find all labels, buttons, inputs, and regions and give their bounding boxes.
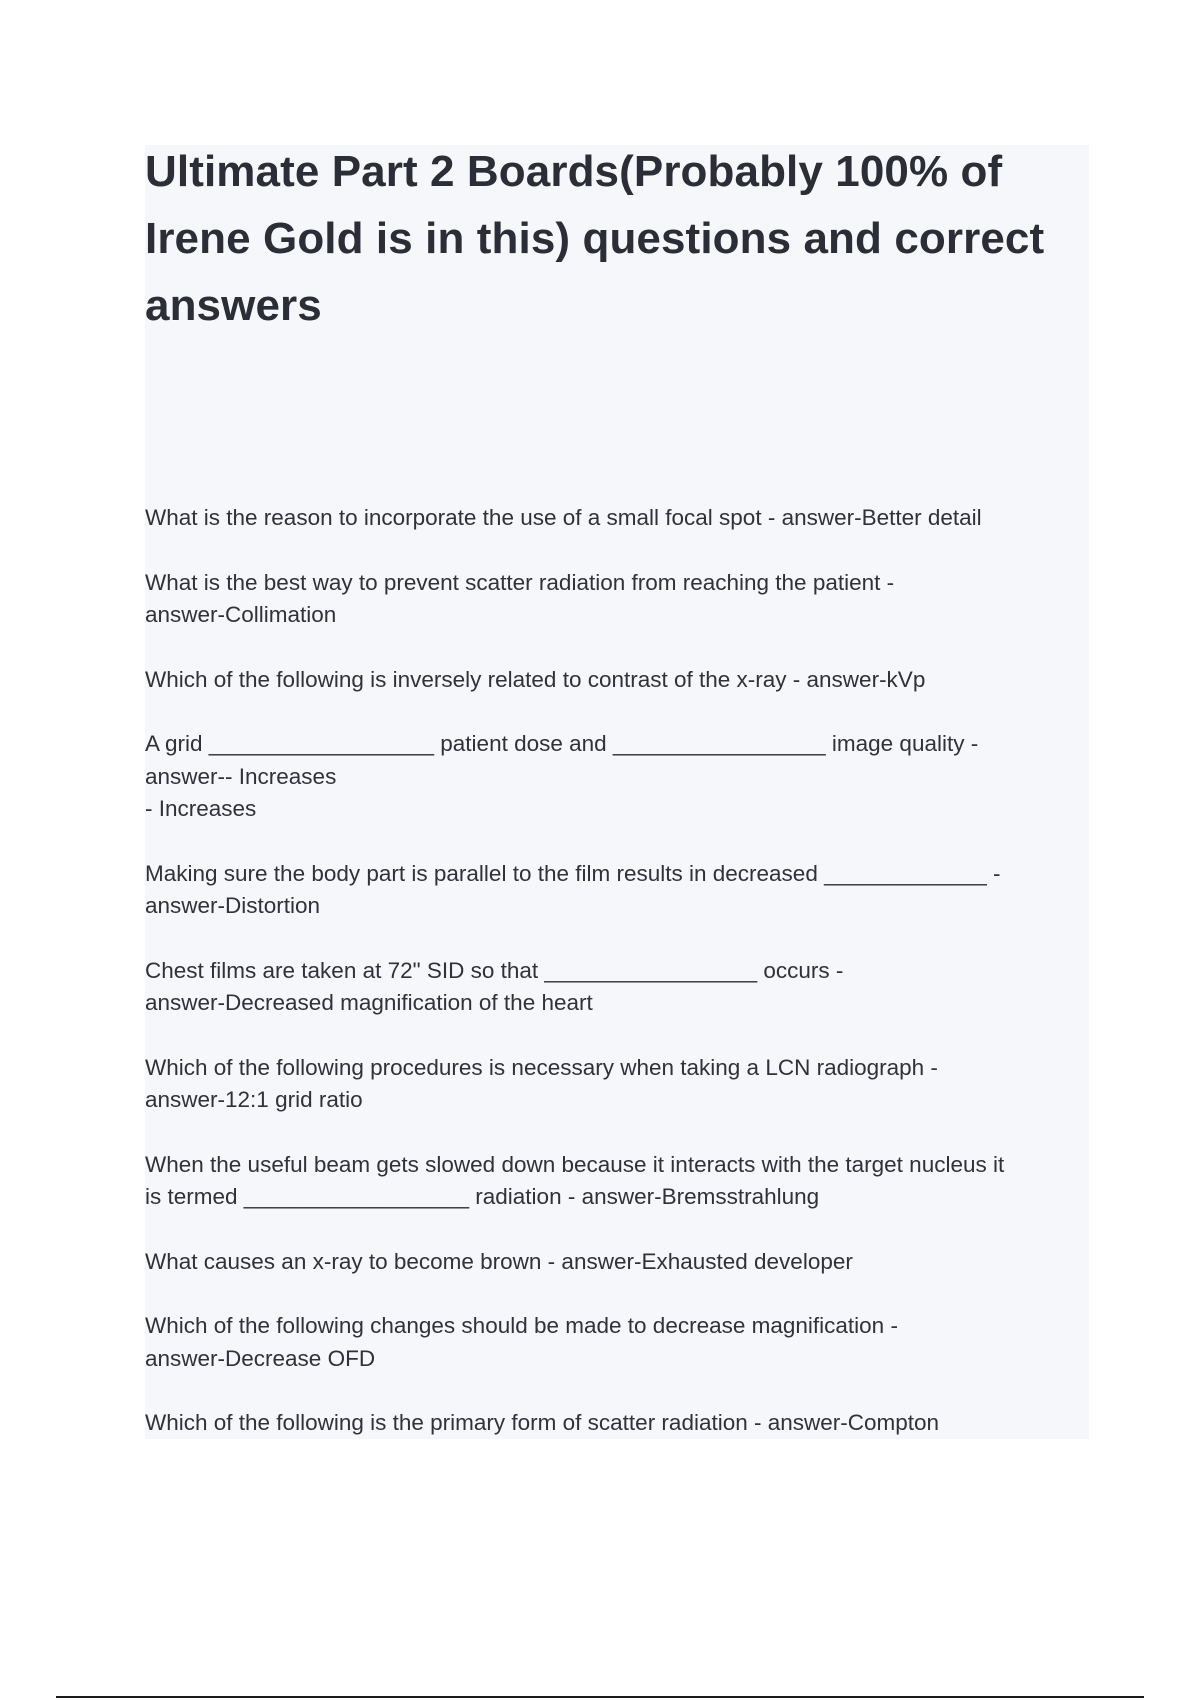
qa-item-6: Chest films are taken at 72" SID so that _________________ occurs - answer-Decreased magnification of the heart xyxy=(145,957,844,1015)
qa-item-8: When the useful beam gets slowed down because it interacts with the target nucleus it is termed __________________ radiation - answer-Bremsstrahlung xyxy=(145,1151,1005,1209)
qa-item-3: Which of the following is inversely related to contrast of the x-ray - answer-kVp xyxy=(145,666,926,692)
document-title: Ultimate Part 2 Boards(Probably 100% of Irene Gold is in this) questions and correct answers xyxy=(145,147,1045,330)
qa-item-5: Making sure the body part is parallel to the film results in decreased _____________ - answer-Distortion xyxy=(145,860,1001,918)
qa-item-2: What is the best way to prevent scatter radiation from reaching the patient - answer-Collimation xyxy=(145,569,895,627)
question-answer-list xyxy=(145,502,1085,1472)
qa-item-7: Which of the following procedures is necessary when taking a LCN radiograph - answer-12:1 grid ratio xyxy=(145,1054,938,1112)
page-bottom-divider xyxy=(56,1696,1144,1698)
qa-item-1: What is the reason to incorporate the use of a small focal spot - answer-Better detail xyxy=(145,505,982,530)
qa-item-11: Which of the following is the primary form of scatter radiation - answer-Compton xyxy=(145,1410,940,1435)
qa-item-9: What causes an x-ray to become brown - answer-Exhausted developer xyxy=(145,1248,853,1274)
qa-item-4: A grid __________________ patient dose and _________________ image quality - answer-- Increases - Increases xyxy=(145,731,979,821)
qa-item-10: Which of the following changes should be made to decrease magnification - answer-Decrease OFD xyxy=(145,1313,898,1371)
